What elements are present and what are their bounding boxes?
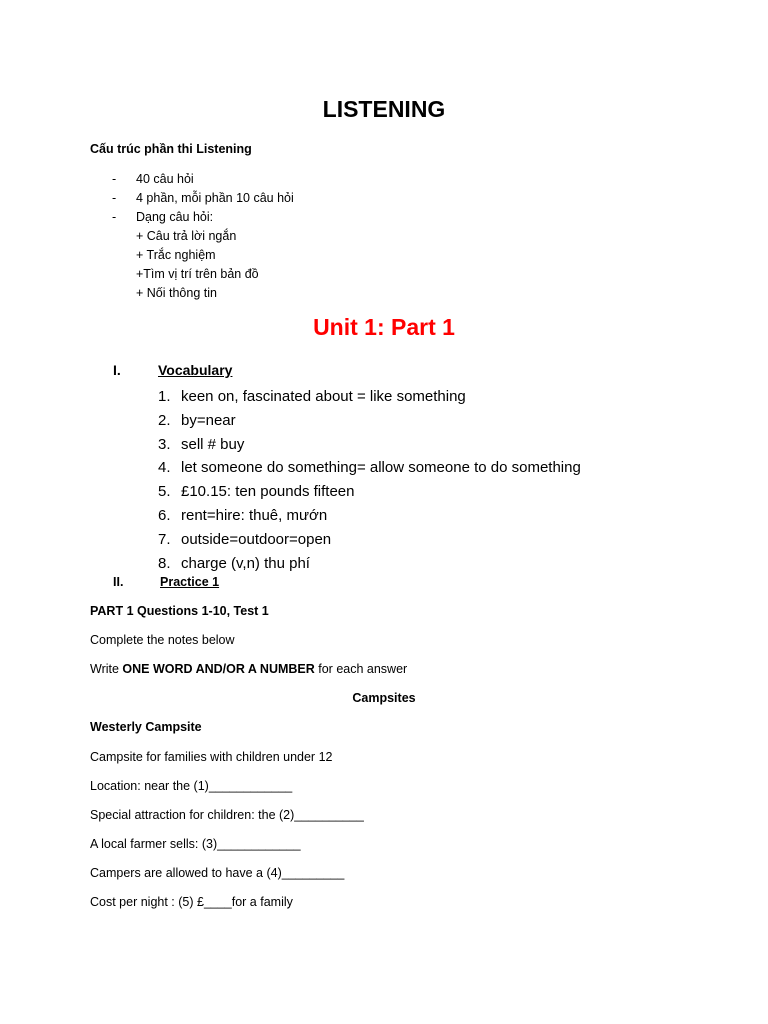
list-item: +Tìm vị trí trên bản đồ (136, 267, 259, 281)
structure-list (112, 170, 294, 303)
note-line: Campers are allowed to have a (4)_________ (90, 866, 345, 880)
section-practice-heading: II. Practice 1 (113, 575, 220, 589)
list-item: - 4 phần, mỗi phần 10 câu hỏi (112, 191, 294, 205)
campsite-name: Westerly Campsite (90, 720, 202, 734)
unit-title: Unit 1: Part 1 (313, 314, 455, 340)
section-vocabulary-heading: I. Vocabulary (113, 362, 233, 378)
part-heading: PART 1 Questions 1-10, Test 1 (90, 604, 269, 618)
list-item: 3. sell # buy (158, 435, 245, 453)
note-line: Location: near the (1)____________ (90, 779, 293, 793)
list-item: 2. by=near (158, 411, 236, 429)
list-item: 7. outside=outdoor=open (158, 530, 332, 548)
note-line: Cost per night : (5) £____for a family (90, 895, 293, 909)
instruction-complete: Complete the notes below (90, 633, 235, 647)
list-item: + Nối thông tin (136, 286, 217, 300)
list-item: + Trắc nghiệm (136, 248, 216, 262)
vocabulary-list (158, 385, 581, 575)
instruction-write: Write ONE WORD AND/OR A NUMBER for each answer (90, 662, 408, 676)
list-item: 4. let someone do something= allow someone to do something (158, 459, 581, 477)
notes-title: Campsites (352, 691, 416, 705)
note-line: Special attraction for children: the (2)__________ (90, 808, 364, 822)
note-line: A local farmer sells: (3)____________ (90, 837, 301, 851)
page-title: LISTENING (322, 96, 446, 122)
list-item: - Dạng câu hỏi: (112, 210, 214, 224)
list-item: + Câu trả lời ngắn (136, 229, 237, 243)
list-item: 6. rent=hire: thuê, mướn (158, 506, 328, 524)
structure-heading: Cấu trúc phần thi Listening (90, 142, 252, 156)
list-item: 5. £10.15: ten pounds fifteen (158, 483, 355, 501)
list-item: 1. keen on, fascinated about = like something (158, 388, 466, 405)
note-line: Campsite for families with children under 12 (90, 750, 333, 764)
list-item: - 40 câu hỏi (112, 172, 194, 186)
list-item: 8. charge (v,n) thu phí (158, 554, 310, 572)
